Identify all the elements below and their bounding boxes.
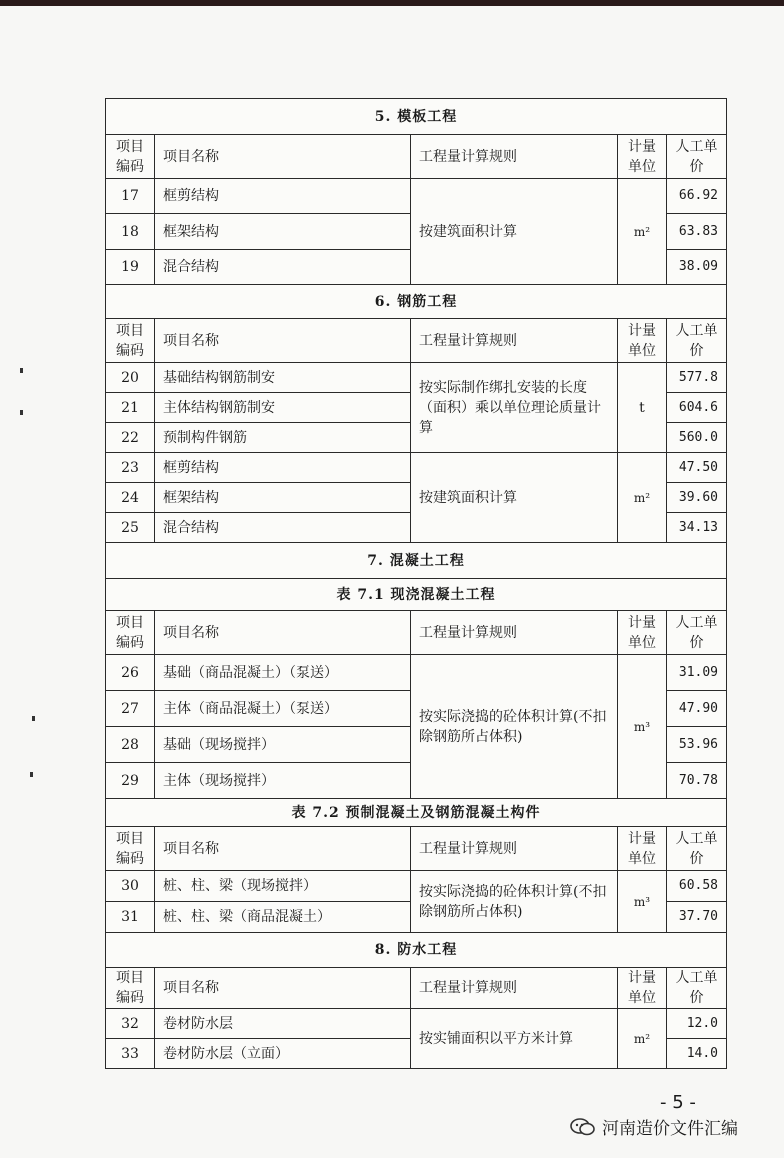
item-code: 17 — [106, 179, 155, 214]
header-row — [106, 135, 727, 179]
unit-price: 37.70 — [667, 902, 727, 933]
page-number: - 5 - — [660, 1092, 696, 1113]
unit-price: 60.58 — [667, 871, 727, 902]
section-title: 8. 防水工程 — [106, 933, 727, 968]
header-unit: 计量单位 — [618, 319, 667, 363]
item-code: 29 — [106, 763, 155, 799]
header-name: 项目名称 — [155, 827, 411, 871]
item-code: 27 — [106, 691, 155, 727]
item-code: 23 — [106, 453, 155, 483]
item-code: 31 — [106, 902, 155, 933]
header-row — [106, 319, 727, 363]
unit-price: 14.0 — [667, 1039, 727, 1069]
header-name: 项目名称 — [155, 611, 411, 655]
header-price: 人工单价 — [667, 827, 727, 871]
unit-price: 63.83 — [667, 214, 727, 250]
calc-rule: 按实铺面积以平方米计算 — [411, 1009, 618, 1069]
header-unit: 计量单位 — [618, 135, 667, 179]
header-rule: 工程量计算规则 — [411, 968, 618, 1009]
unit-price: 12.0 — [667, 1009, 727, 1039]
table-row — [106, 871, 727, 902]
calc-rule: 按实际浇捣的砼体积计算(不扣除钢筋所占体积) — [411, 871, 618, 933]
header-price: 人工单价 — [667, 319, 727, 363]
table-row — [106, 179, 727, 214]
item-name: 框架结构 — [155, 214, 411, 250]
watermark — [570, 1114, 738, 1139]
unit: m² — [618, 453, 667, 543]
item-code: 26 — [106, 655, 155, 691]
unit-price: 31.09 — [667, 655, 727, 691]
unit-price: 38.09 — [667, 250, 727, 285]
item-code: 33 — [106, 1039, 155, 1069]
header-price: 人工单价 — [667, 968, 727, 1009]
calc-rule: 按实际制作绑扎安装的长度（面积）乘以单位理论质量计算 — [411, 363, 618, 453]
item-code: 25 — [106, 513, 155, 543]
watermark-text: 河南造价文件汇编 — [602, 1119, 738, 1139]
scan-mark — [20, 368, 23, 373]
header-rule: 工程量计算规则 — [411, 611, 618, 655]
unit-price: 47.50 — [667, 453, 727, 483]
header-name: 项目名称 — [155, 319, 411, 363]
top-border — [0, 0, 784, 6]
header-price: 人工单价 — [667, 611, 727, 655]
unit-price: 66.92 — [667, 179, 727, 214]
item-name: 基础（商品混凝土）（泵送） — [155, 655, 411, 691]
item-name: 框架结构 — [155, 483, 411, 513]
unit-price: 39.60 — [667, 483, 727, 513]
header-unit: 计量单位 — [618, 611, 667, 655]
unit-price: 53.96 — [667, 727, 727, 763]
section-title: 5. 模板工程 — [106, 99, 727, 135]
item-name: 框剪结构 — [155, 453, 411, 483]
section-title: 6. 钢筋工程 — [106, 285, 727, 319]
item-code: 21 — [106, 393, 155, 423]
header-code: 项目编码 — [106, 319, 155, 363]
item-code: 32 — [106, 1009, 155, 1039]
item-code: 30 — [106, 871, 155, 902]
item-name: 框剪结构 — [155, 179, 411, 214]
header-price: 人工单价 — [667, 135, 727, 179]
item-name: 混合结构 — [155, 513, 411, 543]
header-rule: 工程量计算规则 — [411, 319, 618, 363]
header-row — [106, 611, 727, 655]
unit: m² — [618, 179, 667, 285]
subtable-title: 表 7.2 预制混凝土及钢筋混凝土构件 — [106, 799, 727, 827]
item-name: 基础（现场搅拌） — [155, 727, 411, 763]
header-row — [106, 827, 727, 871]
unit: m³ — [618, 871, 667, 933]
wechat-icon — [570, 1117, 596, 1137]
unit-price: 604.6 — [667, 393, 727, 423]
item-name: 桩、柱、梁（商品混凝土） — [155, 902, 411, 933]
table-row — [106, 363, 727, 393]
item-name: 主体（商品混凝土）（泵送） — [155, 691, 411, 727]
unit-price: 47.90 — [667, 691, 727, 727]
item-name: 桩、柱、梁（现场搅拌） — [155, 871, 411, 902]
item-name: 预制构件钢筋 — [155, 423, 411, 453]
subtable-title: 表 7.1 现浇混凝土工程 — [106, 579, 727, 611]
unit-price: 70.78 — [667, 763, 727, 799]
item-name: 混合结构 — [155, 250, 411, 285]
unit: t — [618, 363, 667, 453]
header-name: 项目名称 — [155, 968, 411, 1009]
item-name: 主体（现场搅拌） — [155, 763, 411, 799]
item-code: 24 — [106, 483, 155, 513]
header-unit: 计量单位 — [618, 968, 667, 1009]
item-name: 基础结构钢筋制安 — [155, 363, 411, 393]
unit: m³ — [618, 655, 667, 799]
scan-mark — [32, 716, 35, 721]
header-rule: 工程量计算规则 — [411, 827, 618, 871]
item-code: 18 — [106, 214, 155, 250]
header-code: 项目编码 — [106, 611, 155, 655]
header-code: 项目编码 — [106, 135, 155, 179]
scan-mark — [20, 410, 23, 415]
calc-rule: 按建筑面积计算 — [411, 453, 618, 543]
scan-mark — [30, 772, 33, 777]
unit-price: 577.8 — [667, 363, 727, 393]
section-title: 7. 混凝土工程 — [106, 543, 727, 579]
header-unit: 计量单位 — [618, 827, 667, 871]
header-rule: 工程量计算规则 — [411, 135, 618, 179]
header-name: 项目名称 — [155, 135, 411, 179]
unit-price: 34.13 — [667, 513, 727, 543]
item-code: 22 — [106, 423, 155, 453]
item-code: 19 — [106, 250, 155, 285]
item-name: 主体结构钢筋制安 — [155, 393, 411, 423]
header-code: 项目编码 — [106, 968, 155, 1009]
item-name: 卷材防水层（立面） — [155, 1039, 411, 1069]
unit-price: 560.0 — [667, 423, 727, 453]
item-name: 卷材防水层 — [155, 1009, 411, 1039]
pricing-table — [105, 98, 727, 1069]
unit: m² — [618, 1009, 667, 1069]
header-row — [106, 968, 727, 1009]
calc-rule: 按建筑面积计算 — [411, 179, 618, 285]
calc-rule: 按实际浇捣的砼体积计算(不扣除钢筋所占体积) — [411, 655, 618, 799]
item-code: 28 — [106, 727, 155, 763]
header-code: 项目编码 — [106, 827, 155, 871]
item-code: 20 — [106, 363, 155, 393]
table-row — [106, 453, 727, 483]
table-row — [106, 655, 727, 691]
table-row — [106, 1009, 727, 1039]
